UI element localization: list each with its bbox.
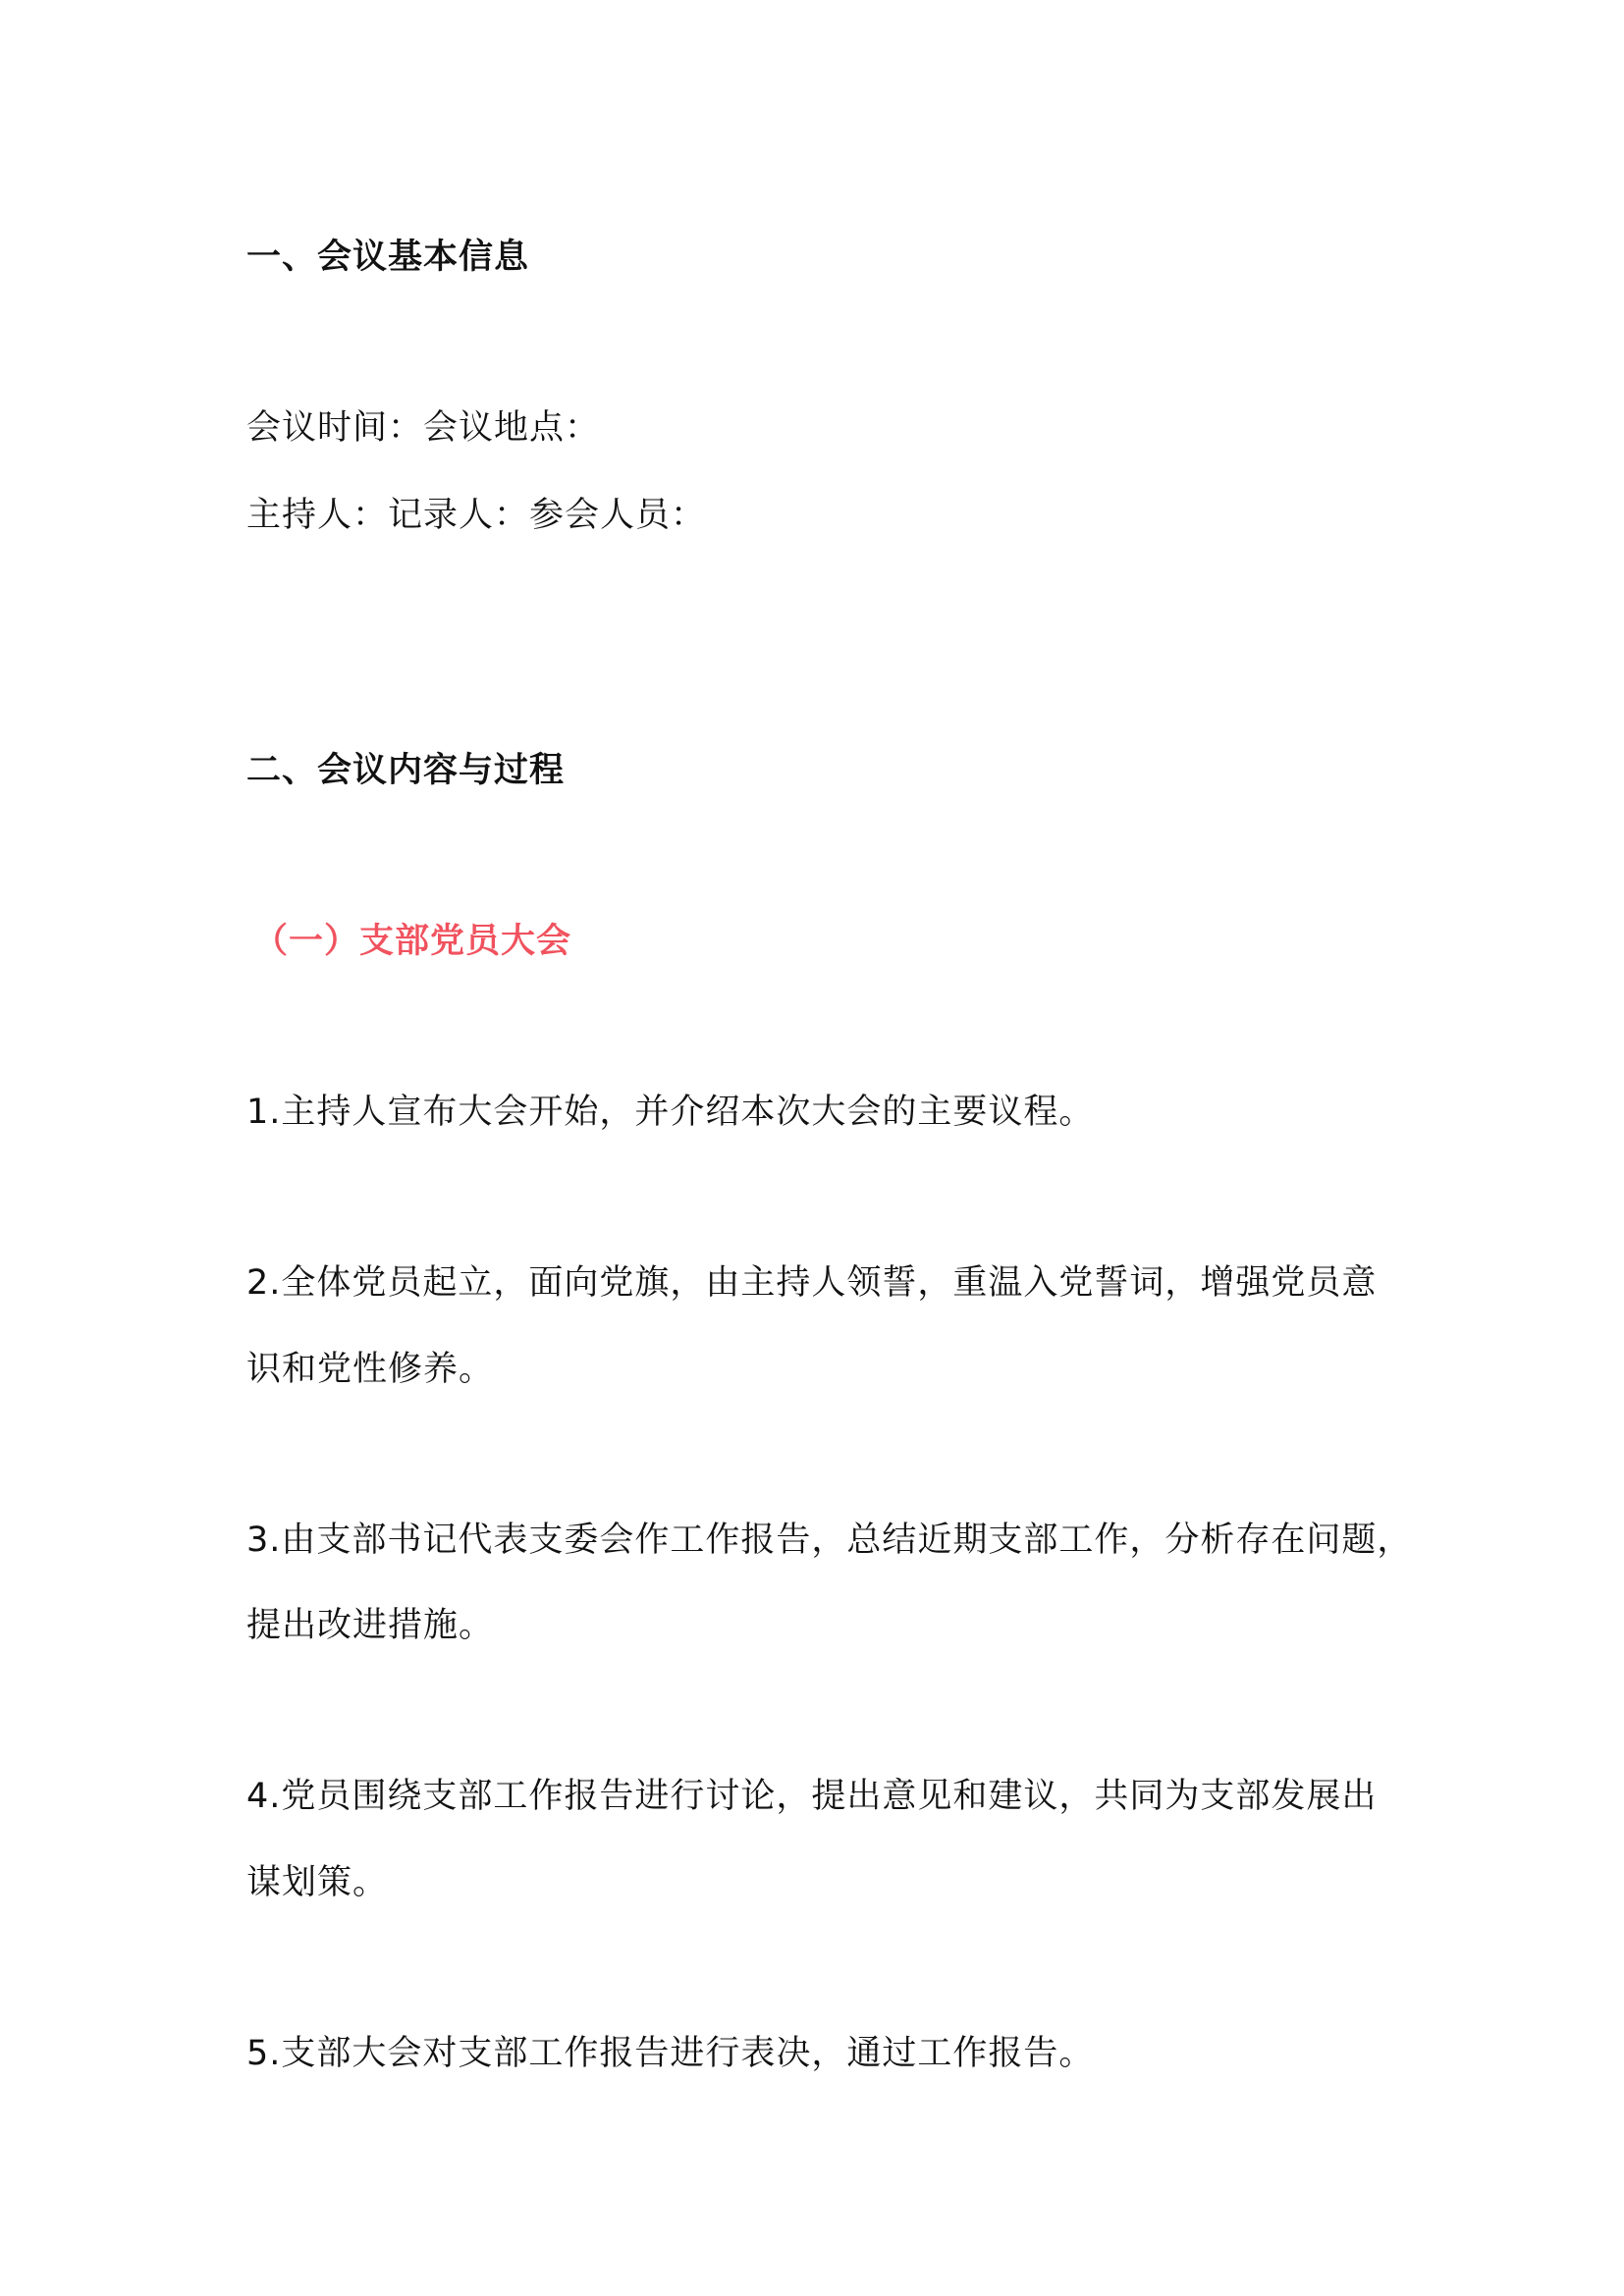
- agenda-item-3-line-1: 3.由支部书记代表支委会作工作报告，总结近期支部工作，分析存在问题，: [246, 1521, 1413, 1560]
- meeting-host-recorder-attendees-line: 主持人：记录人：参会人员：: [246, 496, 707, 535]
- agenda-item-1-line-1: 1.主持人宣布大会开始，并介绍本次大会的主要议程。: [246, 1093, 1095, 1132]
- section-heading-content-process: 二、会议内容与过程: [246, 751, 566, 790]
- section-heading-basic-info: 一、会议基本信息: [246, 238, 530, 277]
- agenda-item-4-line-2: 谋划策。: [246, 1863, 389, 1902]
- agenda-item-3-line-2: 提出改进措施。: [246, 1606, 495, 1645]
- subsection-heading-party-meeting: （一）支部党员大会: [253, 922, 572, 961]
- agenda-item-2-line-1: 2.全体党员起立，面向党旗，由主持人领誓，重温入党誓词，增强党员意: [246, 1263, 1378, 1303]
- agenda-item-2-line-2: 识和党性修养。: [246, 1350, 495, 1389]
- meeting-time-location-line: 会议时间：会议地点：: [246, 408, 601, 448]
- agenda-item-5-line-1: 5.支部大会对支部工作报告进行表决，通过工作报告。: [246, 2034, 1095, 2073]
- agenda-item-4-line-1: 4.党员围绕支部工作报告进行讨论，提出意见和建议，共同为支部发展出: [246, 1777, 1378, 1816]
